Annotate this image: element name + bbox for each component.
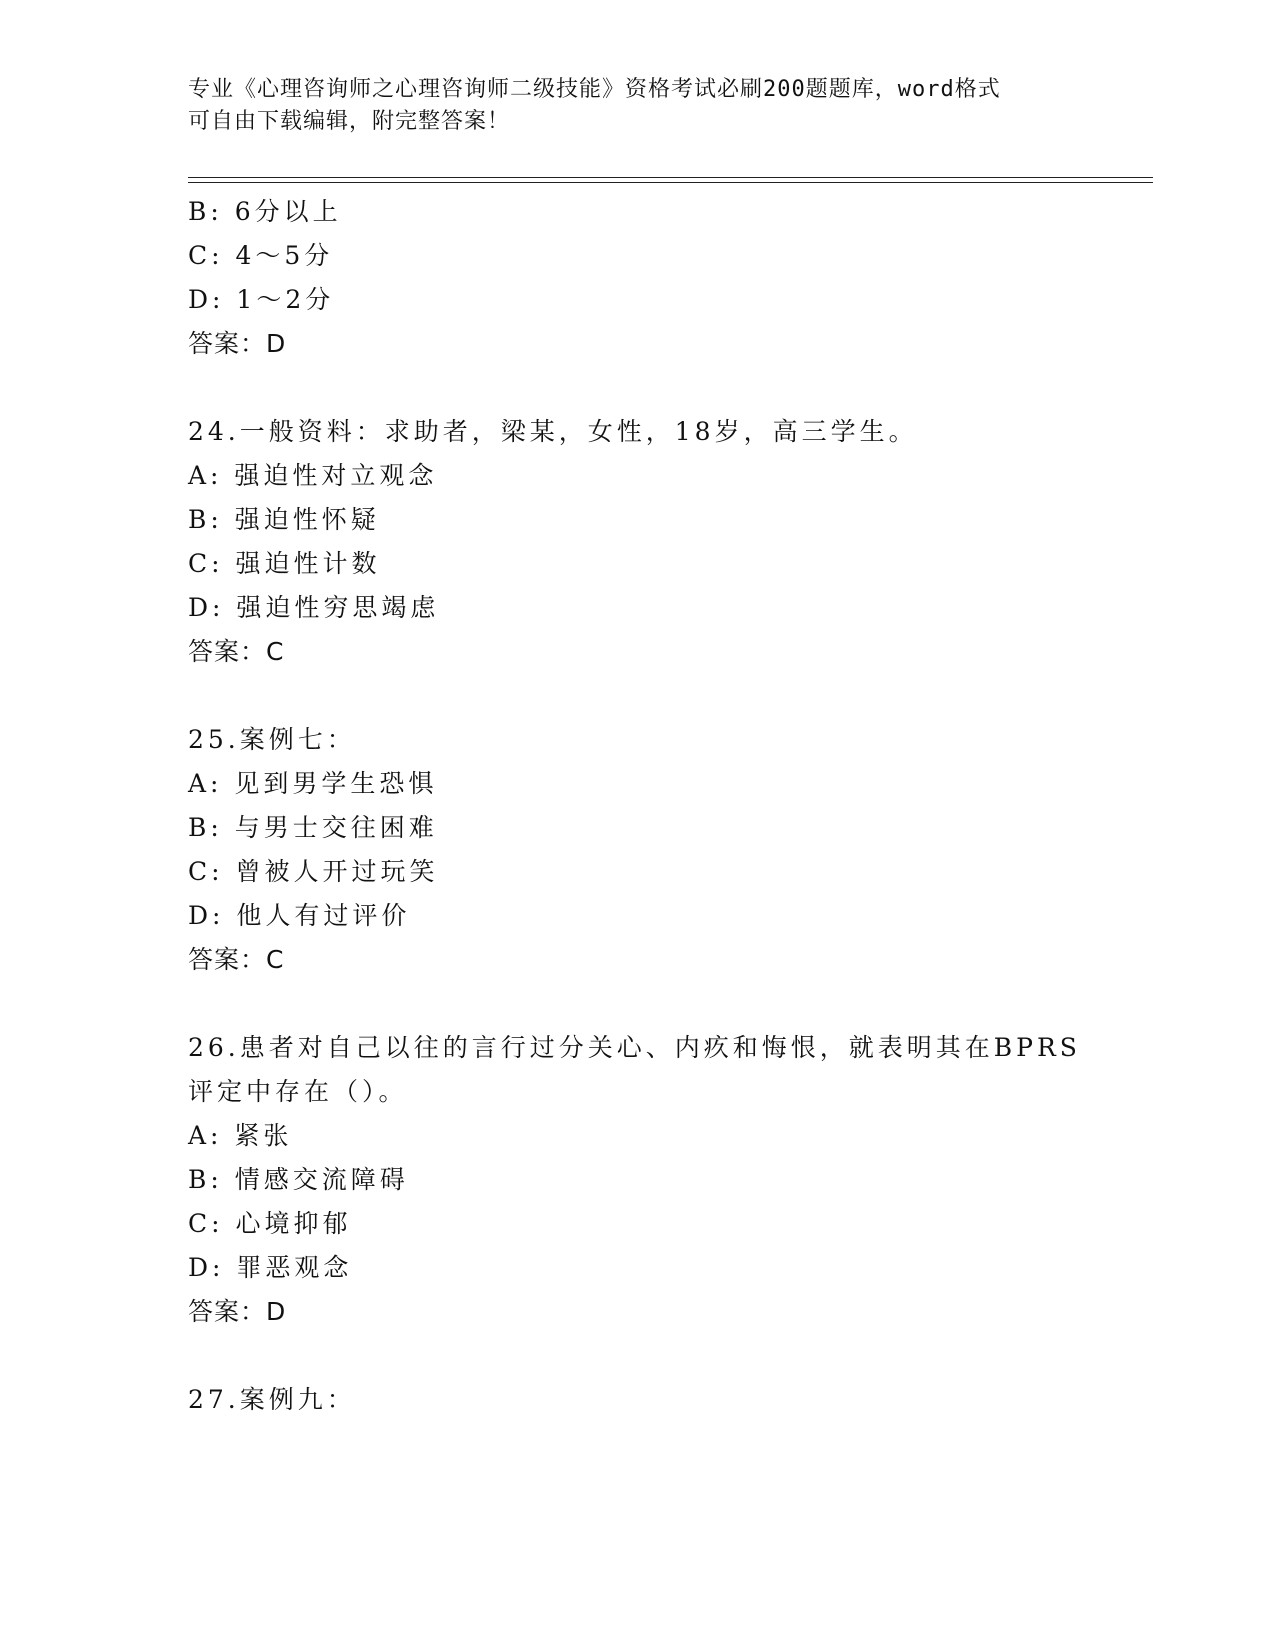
question-26: 26.患者对自己以往的言行过分关心、内疚和悔恨，就表明其在BPRS <box>188 1033 1081 1062</box>
question-27: 27.案例九： <box>188 1385 356 1414</box>
header-title-line-2: 可自由下载编辑，附完整答案！ <box>188 109 511 134</box>
option-d: D: 1～2分 <box>188 285 335 314</box>
option-c: C: 4～5分 <box>188 241 334 270</box>
answer: 答案：C <box>188 637 285 666</box>
option-b: B: 6分以上 <box>188 197 342 226</box>
question-25: 25.案例七： <box>188 725 356 754</box>
option-c: C: 强迫性计数 <box>188 549 381 578</box>
option-b: B: 与男士交往困难 <box>188 813 438 842</box>
option-d: D: 强迫性穷思竭虑 <box>188 593 440 622</box>
question-26-continued: 评定中存在（）。 <box>188 1077 408 1106</box>
question-24: 24.一般资料：求助者，梁某，女性，18岁，高三学生。 <box>188 417 918 446</box>
header-rule-bottom <box>188 182 1153 183</box>
option-b: B: 强迫性怀疑 <box>188 505 380 534</box>
option-d: D: 他人有过评价 <box>188 901 411 930</box>
option-d: D: 罪恶观念 <box>188 1253 353 1282</box>
option-a: A: 见到男学生恐惧 <box>188 769 438 798</box>
option-c: C: 心境抑郁 <box>188 1209 352 1238</box>
answer: 答案：D <box>188 1297 287 1326</box>
header-rule-top <box>188 177 1153 178</box>
option-c: C: 曾被人开过玩笑 <box>188 857 439 886</box>
answer: 答案：D <box>188 329 287 358</box>
document-header <box>188 74 1088 138</box>
answer: 答案：C <box>188 945 285 974</box>
header-title-line-1: 专业《心理咨询师之心理咨询师二级技能》资格考试必刷200题题库，word格式 <box>188 77 1001 102</box>
option-b: B: 情感交流障碍 <box>188 1165 409 1194</box>
option-a: A: 强迫性对立观念 <box>188 461 438 490</box>
option-a: A: 紧张 <box>188 1121 293 1150</box>
